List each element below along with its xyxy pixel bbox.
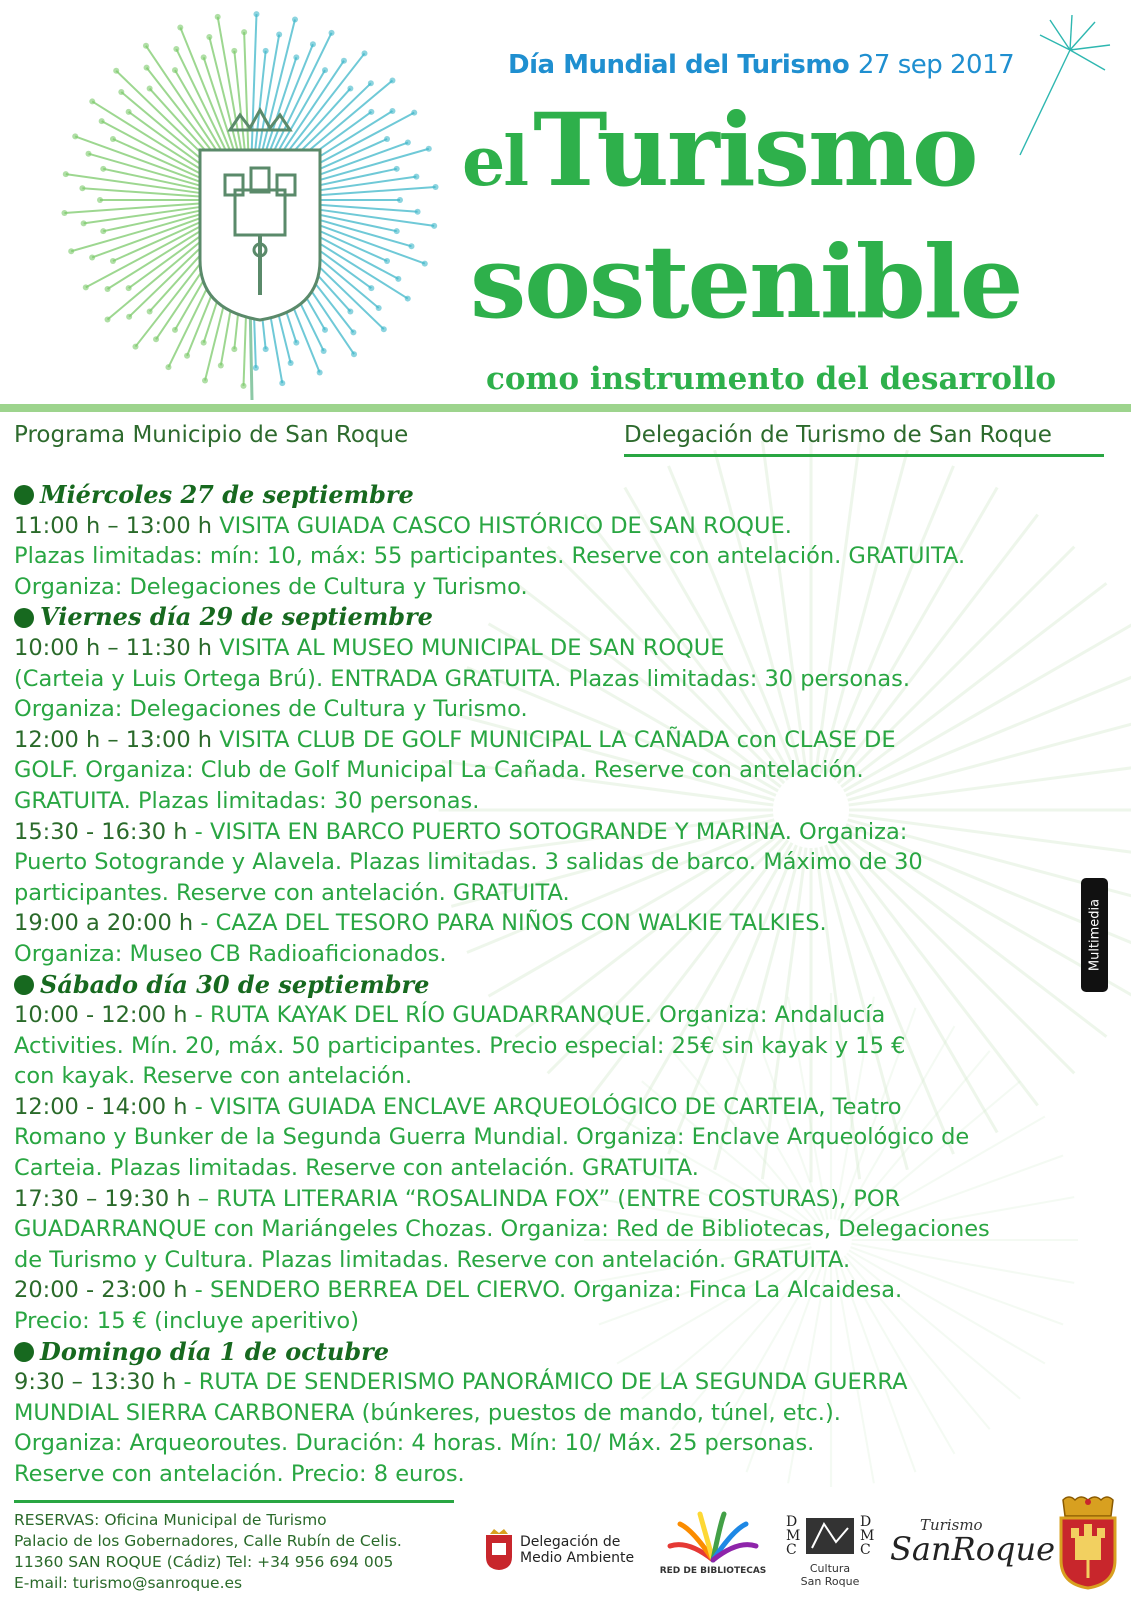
event-text: Precio: 15 € (incluye aperitivo)	[14, 1308, 359, 1335]
bullet-dot-icon	[14, 485, 34, 505]
event-text: VISITA CLUB DE GOLF MUNICIPAL LA CAÑADA con CLASE DE	[212, 726, 896, 753]
program-line	[14, 847, 1114, 878]
program-line	[14, 1398, 1114, 1429]
program-line	[14, 1031, 1114, 1062]
logo-ma-line1: Delegación de	[520, 1534, 621, 1550]
event-time: 20:00 - 23:00 h	[14, 1277, 188, 1304]
bullet-dot-icon	[14, 975, 34, 995]
cultura-emblem-icon	[784, 1510, 876, 1560]
event-name: Día Mundial del Turismo	[508, 50, 850, 80]
logo-ma-line2: Medio Ambiente	[520, 1550, 635, 1566]
coat-of-arms-icon	[1057, 1494, 1119, 1590]
event-text: GUADARRANQUE con Mariángeles Chozas. Organiza: Red de Bibliotecas, Delegaciones	[14, 1216, 990, 1243]
footer-line: Palacio de los Gobernadores, Calle Rubín de Celis.	[14, 1532, 402, 1550]
program-line	[14, 755, 1114, 786]
event-text: - RUTA KAYAK DEL RÍO GUADARRANQUE. Organiza: Andalucía	[187, 1002, 886, 1029]
event-time: 11:00 h – 13:00 h	[14, 512, 213, 539]
program-line	[14, 786, 1114, 817]
event-text: - CAZA DEL TESORO PARA NIÑOS CON WALKIE TALKIES.	[193, 910, 827, 937]
program-line	[14, 1245, 1114, 1276]
day-label: Viernes día 29 de septiembre	[40, 602, 433, 632]
program-line	[14, 1306, 1114, 1337]
program-day-heading	[14, 1337, 1114, 1368]
multimedia-label: Multimedia	[1087, 898, 1102, 972]
header	[0, 0, 1131, 400]
svg-text:D: D	[860, 1514, 872, 1530]
program-line	[14, 1061, 1114, 1092]
svg-text:C: C	[786, 1542, 797, 1558]
event-text: GOLF. Organiza: Club de Golf Municipal La Cañada. Reserve con antelación.	[14, 757, 864, 784]
event-text: Puerto Sotogrande y Alavela. Plazas limitadas. 3 salidas de barco. Máximo de 30	[14, 849, 923, 876]
multimedia-badge	[1081, 878, 1108, 992]
program-line	[14, 1428, 1114, 1459]
program-line	[14, 694, 1114, 725]
event-text: Carteia. Plazas limitadas. Reserve con antelación. GRATUITA.	[14, 1155, 699, 1182]
book-fan-icon	[658, 1510, 768, 1566]
bullet-dot-icon	[14, 608, 34, 628]
event-text: MUNDIAL SIERRA CARBONERA (búnkeres, puestos de mando, túnel, etc.).	[14, 1399, 841, 1426]
logo-cultura-line1: Cultura	[809, 1562, 851, 1575]
organizer-right: Delegación de Turismo de San Roque	[624, 422, 1052, 448]
svg-text:M: M	[786, 1528, 801, 1544]
event-text: (Carteia y Luis Ortega Brú). ENTRADA GRATUITA. Plazas limitadas: 30 personas.	[14, 665, 911, 692]
footer-line: RESERVAS: Oficina Municipal de Turismo	[14, 1511, 327, 1529]
title-word-turismo: Turismo	[533, 91, 977, 209]
event-time: 15:30 - 16:30 h	[14, 818, 188, 845]
program-line	[14, 511, 1114, 542]
svg-text:D: D	[786, 1514, 798, 1530]
event-text: Organiza: Arqueoroutes. Duración: 4 horas. Mín: 10/ Máx. 25 personas.	[14, 1430, 815, 1457]
event-text: Reserve con antelación. Precio: 8 euros.	[14, 1461, 465, 1487]
event-time: 10:00 - 12:00 h	[14, 1002, 188, 1029]
main-title-line2: sostenible	[470, 223, 1022, 341]
logo-cultura	[784, 1510, 876, 1590]
event-time: 19:00 a 20:00 h	[14, 910, 194, 937]
program-line	[14, 817, 1114, 848]
program-line	[14, 664, 1114, 695]
event-text: de Turismo y Cultura. Plazas limitadas. Reserve con antelación. GRATUITA.	[14, 1246, 851, 1273]
event-text: con kayak. Reserve con antelación.	[14, 1063, 413, 1090]
logo-turismo-san-roque	[890, 1516, 1055, 1576]
footer-divider	[14, 1500, 454, 1503]
event-text: - VISITA GUIADA ENCLAVE ARQUEOLÓGICO DE CARTEIA, Teatro	[187, 1093, 902, 1120]
day-label: Sábado día 30 de septiembre	[40, 969, 430, 999]
svg-text:C: C	[860, 1542, 871, 1558]
event-text: VISITA AL MUSEO MUNICIPAL DE SAN ROQUE	[212, 634, 725, 661]
program-line	[14, 1367, 1114, 1398]
event-text: Activities. Mín. 20, máx. 50 participantes. Precio especial: 25€ sin kayak y 15 €	[14, 1032, 906, 1059]
bullet-dot-icon	[14, 1342, 34, 1362]
dandelion-emblem	[30, 0, 450, 400]
program-list	[14, 480, 1114, 1490]
dandelion-seed-icon	[1010, 10, 1120, 160]
program-line	[14, 633, 1114, 664]
event-time: 17:30 – 19:30 h	[14, 1185, 191, 1212]
logo-sanroque-word: SanRoque	[890, 1530, 1055, 1568]
main-title-line1	[462, 91, 977, 209]
program-line	[14, 1214, 1114, 1245]
event-date: 27 sep 2017	[857, 50, 1015, 80]
logo-red-bibliotecas	[658, 1510, 768, 1590]
program-line	[14, 1092, 1114, 1123]
event-text: Organiza: Museo CB Radioaficionados.	[14, 940, 447, 967]
event-text: participantes. Reserve con antelación. GRATUITA.	[14, 879, 570, 906]
organizer-left: Programa Municipio de San Roque	[14, 422, 409, 448]
organizer-underline	[624, 454, 1104, 457]
day-label: Domingo día 1 de octubre	[40, 1336, 390, 1366]
shield-icon	[484, 1529, 514, 1571]
event-text: Organiza: Delegaciones de Cultura y Turismo.	[14, 573, 528, 600]
program-line	[14, 1000, 1114, 1031]
title-article: el	[462, 122, 528, 202]
day-label: Miércoles 27 de septiembre	[40, 480, 414, 509]
event-text: – RUTA LITERARIA “ROSALINDA FOX” (ENTRE COSTURAS), POR	[190, 1185, 901, 1212]
program-line	[14, 908, 1114, 939]
program-day-heading	[14, 480, 1114, 511]
logo-turismo-word: Turismo	[920, 1516, 983, 1534]
event-time: 12:00 h – 13:00 h	[14, 726, 213, 753]
footer-line: 11360 SAN ROQUE (Cádiz) Tel: +34 956 694 005	[14, 1553, 394, 1571]
event-text: Romano y Bunker de la Segunda Guerra Mundial. Organiza: Enclave Arqueológico de	[14, 1124, 970, 1151]
program-line	[14, 541, 1114, 572]
footer-contact	[14, 1510, 402, 1594]
logo-medio-ambiente	[484, 1525, 644, 1575]
footer-email[interactable]: E-mail: turismo@sanroque.es	[14, 1574, 243, 1592]
event-text: - RUTA DE SENDERISMO PANORÁMICO DE LA SEGUNDA GUERRA	[176, 1369, 908, 1396]
subtitle: como instrumento del desarrollo	[486, 361, 1057, 397]
program-line	[14, 572, 1114, 603]
event-time: 12:00 - 14:00 h	[14, 1093, 188, 1120]
program-day-heading	[14, 602, 1114, 633]
program-day-heading	[14, 970, 1114, 1001]
event-time: 10:00 h – 11:30 h	[14, 634, 213, 661]
event-text: Plazas limitadas: mín: 10, máx: 55 participantes. Reserve con antelación. GRATUITA.	[14, 543, 966, 570]
event-time: 9:30 – 13:30 h	[14, 1369, 177, 1396]
event-text: GRATUITA. Plazas limitadas: 30 personas.	[14, 787, 480, 814]
program-line	[14, 725, 1114, 756]
event-text: - SENDERO BERREA DEL CIERVO. Organiza: Finca La Alcaidesa.	[187, 1277, 903, 1304]
program-line	[14, 878, 1114, 909]
header-date-line	[508, 50, 1014, 80]
event-text: - VISITA EN BARCO PUERTO SOTOGRANDE Y MARINA. Organiza:	[187, 818, 908, 845]
event-text: Organiza: Delegaciones de Cultura y Turismo.	[14, 696, 528, 723]
program-line	[14, 939, 1114, 970]
event-text: VISITA GUIADA CASCO HISTÓRICO DE SAN ROQUE.	[212, 512, 792, 539]
program-line	[14, 1275, 1114, 1306]
logo-cultura-line2: San Roque	[800, 1575, 860, 1588]
program-line	[14, 1184, 1114, 1215]
svg-text:M: M	[860, 1528, 875, 1544]
program-line	[14, 1122, 1114, 1153]
logo-bib-text: RED DE BIBLIOTECAS	[659, 1566, 767, 1576]
program-line	[14, 1459, 1114, 1490]
program-line	[14, 1153, 1114, 1184]
header-divider-bar	[0, 404, 1131, 412]
